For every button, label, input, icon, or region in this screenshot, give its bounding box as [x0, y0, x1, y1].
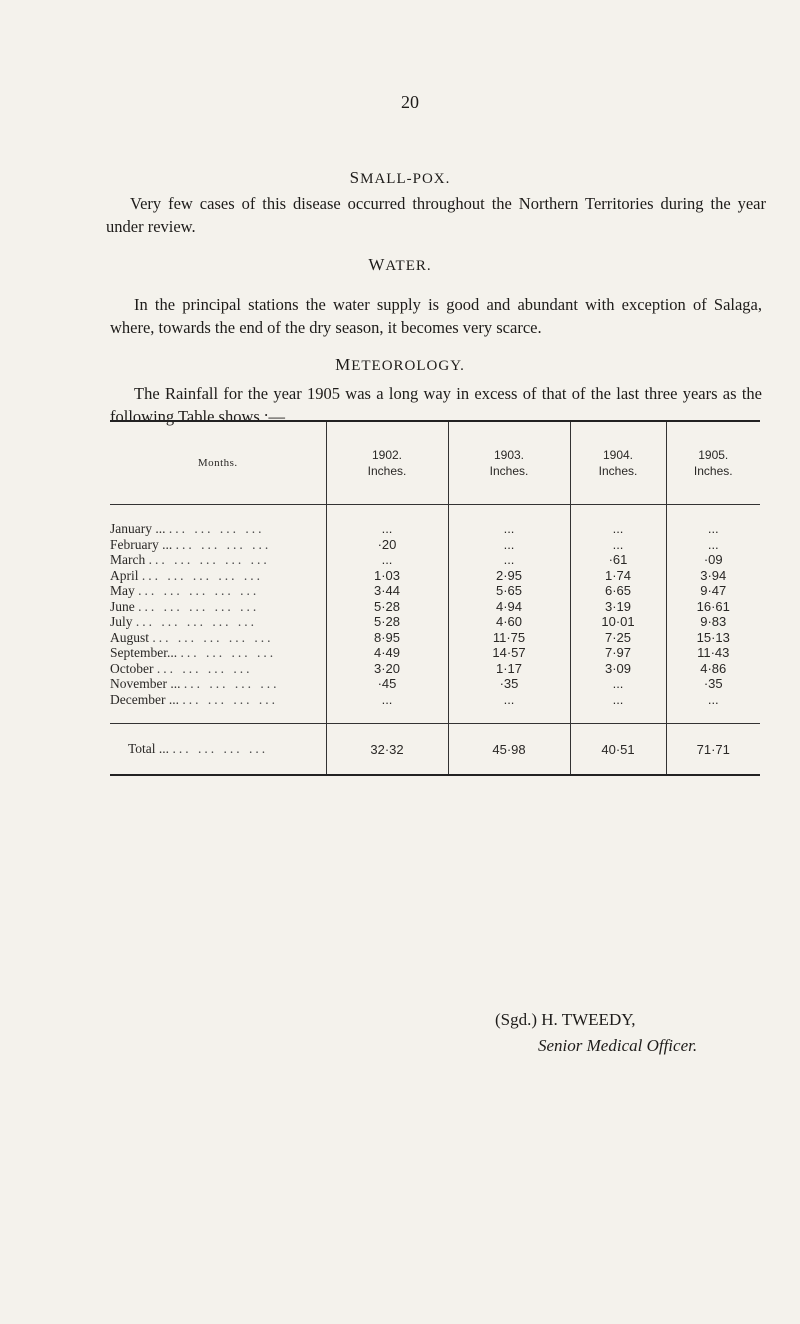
table-row — [110, 614, 760, 630]
rainfall-1902-cell: ... — [326, 552, 448, 568]
rainfall-1904-cell: 3·19 — [570, 599, 666, 615]
column-year: 1902. — [371, 448, 403, 462]
dot-leader: ... ... ... ... ... — [152, 629, 274, 645]
rainfall-1904-cell: 3·09 — [570, 661, 666, 677]
rainfall-1903-cell: ... — [448, 537, 570, 553]
rainfall-1903-cell: 4·60 — [448, 614, 570, 630]
table-row — [110, 661, 760, 677]
rainfall-1902-cell: 4·49 — [326, 645, 448, 661]
rainfall-1905-cell: 9·83 — [666, 614, 760, 630]
dot-leader: ... ... ... ... — [180, 645, 277, 661]
month-cell — [110, 552, 326, 568]
meteorology-heading — [0, 355, 800, 375]
rainfall-1905-cell: ... — [666, 692, 760, 708]
month-cell — [110, 630, 326, 646]
rainfall-1902-cell: 5·28 — [326, 599, 448, 615]
meteorology-heading-rest: ETEOROLOGY. — [351, 358, 465, 374]
column-unit: Inches. — [598, 464, 638, 478]
rainfall-1902-cell: 5·28 — [326, 614, 448, 630]
rainfall-1904-cell: ... — [570, 521, 666, 537]
month-cell — [110, 568, 326, 584]
month-cell — [110, 692, 326, 708]
smallpox-paragraph: Very few cases of this disease occurred throughout the Northern Territories during the year under review. — [106, 194, 766, 236]
rainfall-1902-cell: ... — [326, 521, 448, 537]
month-label: December ... — [110, 691, 179, 707]
rainfall-1903-cell: 14·57 — [448, 645, 570, 661]
smallpox-heading-rest: MALL-POX. — [360, 171, 451, 187]
column-year: 1905. — [698, 448, 729, 462]
month-cell — [110, 537, 326, 553]
rainfall-1902-cell: 3·20 — [326, 661, 448, 677]
total-1902: 32·32 — [326, 724, 448, 776]
rainfall-1905-cell: 11·43 — [666, 645, 760, 661]
water-heading — [0, 255, 800, 275]
signature-title: Senior Medical Officer. — [538, 1036, 698, 1055]
column-year: 1904. — [602, 448, 634, 462]
rainfall-1904-cell: 6·65 — [570, 583, 666, 599]
month-cell — [110, 521, 326, 537]
rainfall-1904-cell: ... — [570, 676, 666, 692]
rainfall-1904-cell: 7·97 — [570, 645, 666, 661]
column-header-1903 — [448, 421, 570, 505]
table-row — [110, 583, 760, 599]
month-label: April — [110, 567, 139, 583]
month-cell — [110, 661, 326, 677]
rainfall-1903-cell: 5·65 — [448, 583, 570, 599]
dot-leader: ... ... ... ... — [168, 521, 265, 537]
dot-leader: ... ... ... ... ... — [148, 552, 270, 568]
rainfall-1905-cell: ·09 — [666, 552, 760, 568]
dot-leader: ... ... ... ... ... — [135, 614, 258, 630]
table-row — [110, 568, 760, 584]
month-cell — [110, 583, 326, 599]
table-row — [110, 645, 760, 661]
rainfall-1904-cell: ·61 — [570, 552, 666, 568]
rainfall-1903-cell: 1·17 — [448, 661, 570, 677]
rainfall-1902-cell: 8·95 — [326, 630, 448, 646]
rainfall-1903-cell: ... — [448, 552, 570, 568]
rainfall-1905-cell: 16·61 — [666, 599, 760, 615]
column-header-1902 — [326, 421, 448, 505]
month-label: October — [110, 660, 154, 676]
column-header-1905 — [666, 421, 760, 505]
rainfall-1903-cell: 2·95 — [448, 568, 570, 584]
table-row — [110, 552, 760, 568]
dot-leader: ... ... ... ... ... — [141, 567, 263, 583]
rainfall-1902-cell: 3·44 — [326, 583, 448, 599]
page-number: 20 — [401, 92, 419, 112]
total-label: Total ... — [128, 741, 170, 756]
months-column-header: Months. — [110, 421, 326, 505]
table-row — [110, 599, 760, 615]
month-label: August — [110, 629, 150, 645]
column-unit: Inches. — [367, 464, 407, 478]
total-1903: 45·98 — [448, 724, 570, 776]
water-paragraph: In the principal stations the water supply is good and abundant with exception of Salaga, where, towards the end of the dry season, it becomes very scarce. — [110, 295, 762, 337]
month-cell — [110, 614, 326, 630]
column-unit: Inches. — [489, 464, 529, 478]
signature-line: (Sgd.) H. TWEEDY, — [495, 1010, 636, 1029]
dot-leader: ... ... ... ... ... — [138, 598, 260, 614]
total-1905: 71·71 — [666, 724, 760, 776]
rainfall-1903-cell: 11·75 — [448, 630, 570, 646]
rainfall-1905-cell: 4·86 — [666, 661, 760, 677]
month-label: September... — [110, 645, 178, 661]
column-header-1904 — [570, 421, 666, 505]
rainfall-1902-cell: ... — [326, 692, 448, 708]
water-heading-initial: W — [368, 255, 386, 274]
table-row — [110, 676, 760, 692]
rainfall-1903-cell: ·35 — [448, 676, 570, 692]
rainfall-1902-cell: 1·03 — [326, 568, 448, 584]
meteorology-paragraph: The Rainfall for the year 1905 was a long way in excess of that of the last three years as the following Table shows :— — [110, 384, 762, 426]
dot-leader: ... ... ... ... — [182, 691, 278, 707]
month-cell — [110, 599, 326, 615]
dot-leader: ... ... ... ... — [175, 536, 272, 552]
rainfall-1905-cell: ·35 — [666, 676, 760, 692]
smallpox-heading-initial: S — [349, 168, 361, 187]
smallpox-heading — [0, 168, 800, 188]
month-label: March — [110, 552, 146, 568]
month-label: July — [110, 614, 133, 630]
rainfall-1904-cell: 10·01 — [570, 614, 666, 630]
month-cell — [110, 676, 326, 692]
dot-leader: ... ... ... ... — [156, 660, 253, 676]
dot-leader: ... ... ... ... ... — [138, 583, 260, 599]
rainfall-1902-cell: ·20 — [326, 537, 448, 553]
rainfall-table — [110, 420, 760, 776]
rainfall-1904-cell: 7·25 — [570, 630, 666, 646]
table-row — [110, 521, 760, 537]
table-row — [110, 692, 760, 708]
rainfall-1903-cell: ... — [448, 521, 570, 537]
rainfall-1905-cell: 9·47 — [666, 583, 760, 599]
total-row — [110, 724, 760, 776]
month-label: May — [110, 583, 135, 599]
rainfall-1904-cell: 1·74 — [570, 568, 666, 584]
dot-leader: ... ... ... ... — [183, 676, 280, 692]
month-label: June — [110, 598, 135, 614]
month-label: February ... — [110, 536, 173, 552]
dot-leader: ... ... ... ... — [172, 741, 269, 756]
total-label-cell — [110, 724, 326, 776]
column-year: 1903. — [493, 448, 525, 462]
rainfall-1904-cell: ... — [570, 537, 666, 553]
month-label: November ... — [110, 676, 181, 692]
meteorology-heading-initial: M — [335, 355, 352, 374]
month-cell — [110, 645, 326, 661]
water-heading-rest: ATER. — [385, 258, 432, 274]
month-label: January ... — [110, 521, 166, 537]
table-header-row — [110, 421, 760, 505]
rainfall-1905-cell: 15·13 — [666, 630, 760, 646]
rainfall-1904-cell: ... — [570, 692, 666, 708]
rainfall-1905-cell: ... — [666, 521, 760, 537]
table-row — [110, 537, 760, 553]
rainfall-1903-cell: ... — [448, 692, 570, 708]
rainfall-1905-cell: ... — [666, 537, 760, 553]
rainfall-1905-cell: 3·94 — [666, 568, 760, 584]
column-unit: Inches. — [693, 464, 733, 478]
rainfall-1903-cell: 4·94 — [448, 599, 570, 615]
table-row — [110, 630, 760, 646]
total-1904: 40·51 — [570, 724, 666, 776]
rainfall-1902-cell: ·45 — [326, 676, 448, 692]
